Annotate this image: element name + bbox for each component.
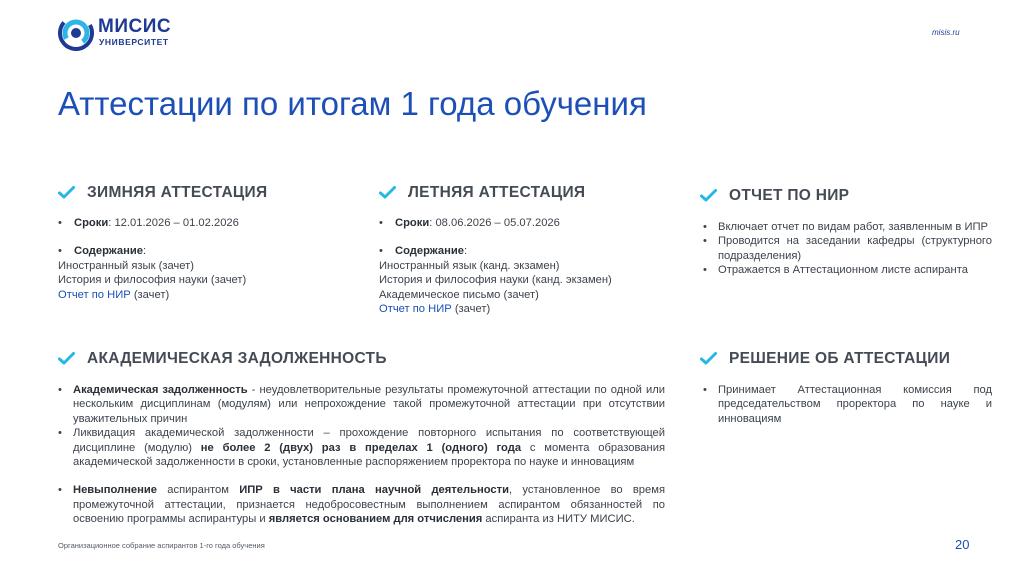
logo-subtitle: УНИВЕРСИТЕТ bbox=[99, 37, 169, 47]
summer-dates: • Сроки: 08.06.2026 – 05.07.2026 bbox=[379, 217, 560, 229]
winter-body bbox=[58, 216, 318, 302]
winter-heading bbox=[58, 185, 267, 201]
decision-heading-label: РЕШЕНИЕ ОБ АТТЕСТАЦИИ bbox=[729, 350, 951, 367]
summer-dates-value: : 08.06.2026 – 05.07.2026 bbox=[429, 217, 560, 229]
summer-heading bbox=[379, 185, 585, 201]
summer-heading-label: ЛЕТНЯЯ АТТЕСТАЦИЯ bbox=[408, 184, 586, 201]
list-item: • Отражается в Аттестационном листе аспиранта bbox=[703, 263, 992, 277]
check-icon bbox=[58, 352, 75, 365]
list-item: Иностранный язык (зачет) bbox=[58, 259, 194, 272]
check-icon bbox=[700, 189, 717, 202]
page-number: 20 bbox=[955, 537, 970, 552]
list-item: История и философия науки (зачет) bbox=[58, 274, 247, 287]
nir-heading bbox=[700, 188, 849, 204]
list-item: • Включает отчет по видам работ, заявленным в ИПР bbox=[703, 220, 992, 234]
list-item: Иностранный язык (канд. экзамен) bbox=[379, 259, 560, 272]
footer-text: Организационное собрание аспирантов 1-го года обучения bbox=[58, 541, 265, 550]
check-icon bbox=[379, 186, 396, 199]
winter-nir: Отчет по НИР (зачет) bbox=[58, 288, 170, 301]
list-item: • Невыполнение аспирантом ИПР в части плана научной деятельности, установленное во время промежуточной аттестации, признается недобросовестным выполнением аспирантом обязанностей по освоению программы аспирантуры и является основанием для отчисления аспиранта из НИТУ МИСИС. bbox=[58, 483, 665, 526]
summer-content-label: Содержание bbox=[395, 245, 464, 258]
misis-logo-icon bbox=[58, 15, 94, 51]
decision-heading bbox=[700, 351, 950, 367]
list-item: • Ликвидация академической задолженности – прохождение повторного испытания по соответствующей дисциплине (модулю) не более 2 (двух) раз в пределах 1 (одного) года с момента образования академической задолженности в сроки, установленные распоряжением проректора по науке и инновациям bbox=[58, 426, 665, 469]
debt-heading-label: АКАДЕМИЧЕСКАЯ ЗАДОЛЖЕННОСТЬ bbox=[87, 350, 387, 367]
summer-nir: Отчет по НИР (зачет) bbox=[379, 303, 491, 316]
winter-heading-label: ЗИМНЯЯ АТТЕСТАЦИЯ bbox=[87, 184, 268, 201]
list-item: • Академическая задолженность - неудовлетворительные результаты промежуточной аттестации по одной или нескольким дисциплинам (модулям) или непрохождение такой промежуточной аттестации при отсутствии уважительных причин bbox=[58, 383, 665, 426]
winter-dates: • Сроки: 12.01.2026 – 01.02.2026 bbox=[58, 217, 239, 229]
list-item: • Принимает Аттестационная комиссия под председательством проректора по науке и инновациям bbox=[703, 383, 992, 426]
winter-dates-label: Сроки bbox=[74, 217, 109, 229]
list-item: • Проводится на заседании кафедры (структурного подразделения) bbox=[703, 234, 992, 263]
list-item: Академическое письмо (зачет) bbox=[379, 288, 539, 301]
winter-content: • Содержание: bbox=[58, 245, 147, 258]
page-title: Аттестации по итогам 1 года обучения bbox=[58, 85, 647, 122]
nir-report-link[interactable]: Отчет по НИР bbox=[379, 303, 452, 316]
debt-list bbox=[58, 383, 665, 527]
check-icon bbox=[58, 186, 75, 199]
debt-heading bbox=[58, 351, 387, 367]
winter-dates-value: : 12.01.2026 – 01.02.2026 bbox=[108, 217, 239, 229]
nir-list bbox=[703, 220, 992, 278]
summer-body bbox=[379, 216, 649, 316]
check-icon bbox=[700, 352, 717, 365]
nir-heading-label: ОТЧЕТ ПО НИР bbox=[729, 187, 850, 204]
logo-name: МИСИС bbox=[98, 16, 172, 37]
site-url[interactable]: misis.ru bbox=[932, 28, 960, 37]
summer-dates-label: Сроки bbox=[395, 217, 430, 229]
list-item: История и философия науки (канд. экзамен) bbox=[379, 274, 612, 287]
decision-list bbox=[703, 383, 992, 426]
nir-report-link[interactable]: Отчет по НИР bbox=[58, 288, 131, 301]
winter-content-label: Содержание bbox=[74, 245, 143, 258]
summer-content: • Содержание: bbox=[379, 245, 468, 258]
